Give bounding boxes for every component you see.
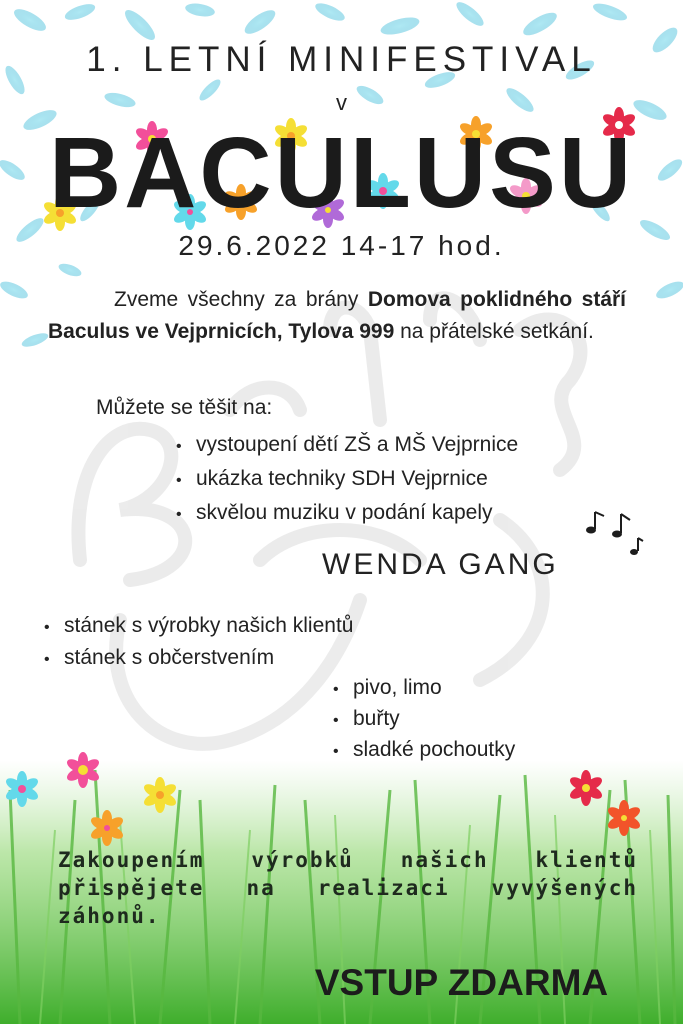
event-date: 29.6.2022 14-17 hod. <box>178 230 505 261</box>
list-item: • vystoupení dětí ZŠ a MŠ Vejprnice <box>176 433 519 456</box>
free-entry-label: VSTUP ZDARMA <box>314 962 609 1003</box>
list-item: • skvělou muziku v podání kapely <box>176 501 493 524</box>
intro-address: Domova poklidného stáří Baculus ve Vejprnicích, Tylova 999 <box>48 288 627 343</box>
list-item: • stánek s výrobky našich klientů <box>44 614 354 637</box>
stands-list <box>44 610 353 674</box>
title-line1: 1. LETNÍ MINIFESTIVAL <box>86 40 597 79</box>
music-notes-icon <box>584 508 646 574</box>
program-list <box>176 428 518 530</box>
list-item: • pivo, limo <box>333 676 442 699</box>
look-forward-heading: Můžete se těšit na: <box>96 396 273 419</box>
list-item: • buřty <box>333 707 400 730</box>
list-item: • ukázka techniky SDH Vejprnice <box>176 467 488 490</box>
refreshments-list <box>333 672 515 765</box>
list-item: • stánek s občerstvením <box>44 646 275 669</box>
page-title: BACULUSU <box>48 117 635 229</box>
title-preposition: v <box>336 90 347 115</box>
list-item: • sladké pochoutky <box>333 738 516 761</box>
intro-text-1: Zveme všechny za brány <box>114 288 368 311</box>
intro-text-2: na přátelské setkání. <box>394 320 594 343</box>
intro-paragraph <box>48 284 626 348</box>
purchase-notice: Zakoupením výrobků našich klientů přispějete na realizaci vyvýšených záhonů. <box>58 848 638 928</box>
band-name: WENDA GANG <box>322 548 559 581</box>
